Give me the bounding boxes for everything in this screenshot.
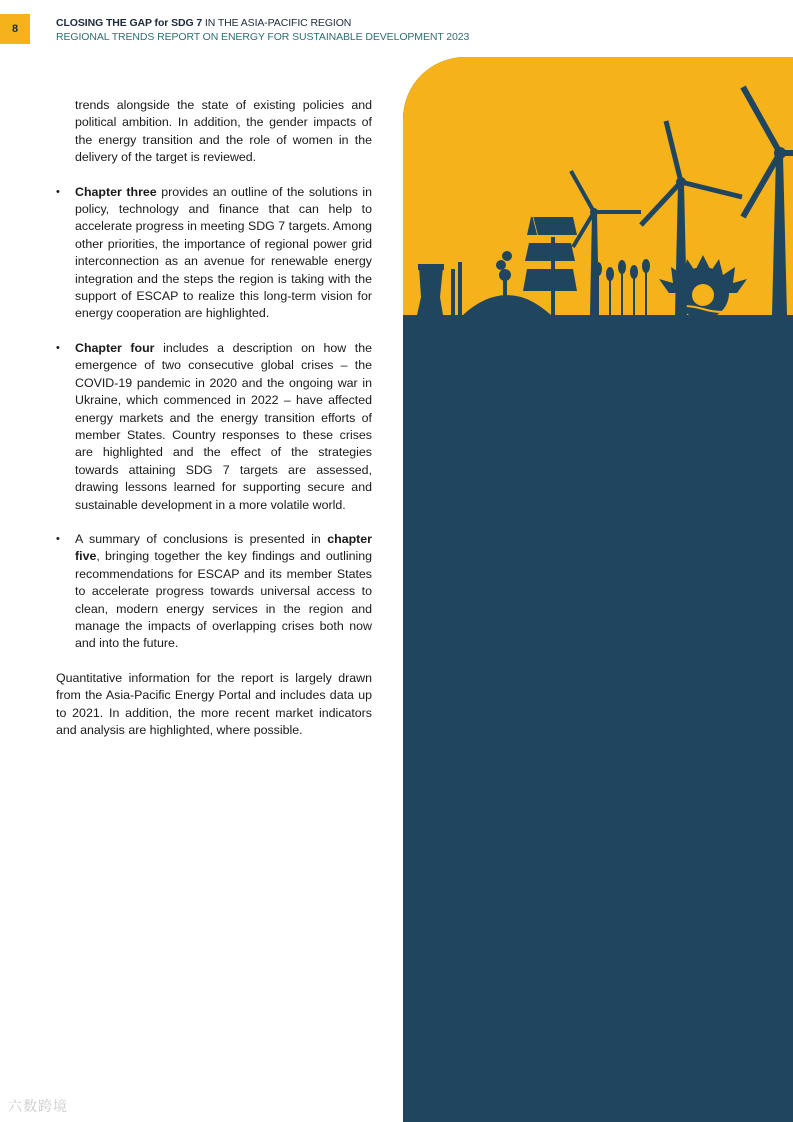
report-subtitle: REGIONAL TRENDS REPORT ON ENERGY FOR SUSTAINABLE DEVELOPMENT 2023 [56, 31, 470, 43]
bullet-dot: • [56, 185, 60, 198]
bullet-chapter-three [56, 184, 372, 323]
running-header [56, 17, 556, 44]
report-title-bold: CLOSING THE GAP for SDG 7 [56, 17, 203, 29]
report-title-rest: IN THE ASIA-PACIFIC REGION [202, 17, 352, 29]
bullet-bold: chapter five [75, 531, 372, 564]
energy-landscape-illustration [403, 57, 793, 1122]
bullet-text: includes a description on how the emergence of two consecutive global crises – the COVID-19 pandemic in 2020 and the ongoing war in Ukraine, which commenced in 2022 – have affected energy markets and the energy transition efforts of member States. Country responses to these crises are highlighted and the effect of the strategies towards attaining SDG 7 targets are assessed, drawing lessons learned for supporting secure and sustainable development in a more volatile world. [75, 340, 372, 512]
page-number: 8 [0, 14, 30, 44]
closing-paragraph: Quantitative information for the report is largely drawn from the Asia-Pacific Energy Portal and includes data up to 2021. In addition, the more recent market indicators and analysis are highlighted, where possible. [56, 670, 372, 737]
bullet-chapter-four [56, 340, 372, 514]
continued-paragraph: trends alongside the state of existing policies and political ambition. In addition, the gender impacts of the energy transition and the role of women in the delivery of the target is reviewed. [75, 98, 372, 165]
bullet-dot: • [56, 341, 60, 354]
watermark: 六数跨境 [8, 1099, 68, 1115]
main-text-column [56, 97, 372, 739]
bullet-dot: • [56, 532, 60, 545]
energy-illustration-panel [403, 57, 793, 1122]
bullet-text: provides an outline of the solutions in policy, technology and finance that can help to accelerate progress in meeting SDG 7 targets. Among other priorities, the importance of regional power grid interconnection as an avenue for renewable energy integration and the steps the region is taking with the support of ESCAP to realize this long-term vision for energy cooperation are highlighted. [75, 184, 372, 321]
bullet-bold: Chapter four [75, 340, 155, 355]
bullet-bold: Chapter three [75, 184, 157, 199]
report-title [56, 17, 556, 30]
bullet-chapter-five [56, 531, 372, 653]
bullet-text: , bringing together the key findings and outlining recommendations for ESCAP and its member States to accelerate progress towards universal access to clean, modern energy services in the region and manage the impacts of overlapping crises both now and into the future. [75, 549, 372, 651]
bullet-lead: A summary of conclusions is presented in [75, 531, 328, 546]
